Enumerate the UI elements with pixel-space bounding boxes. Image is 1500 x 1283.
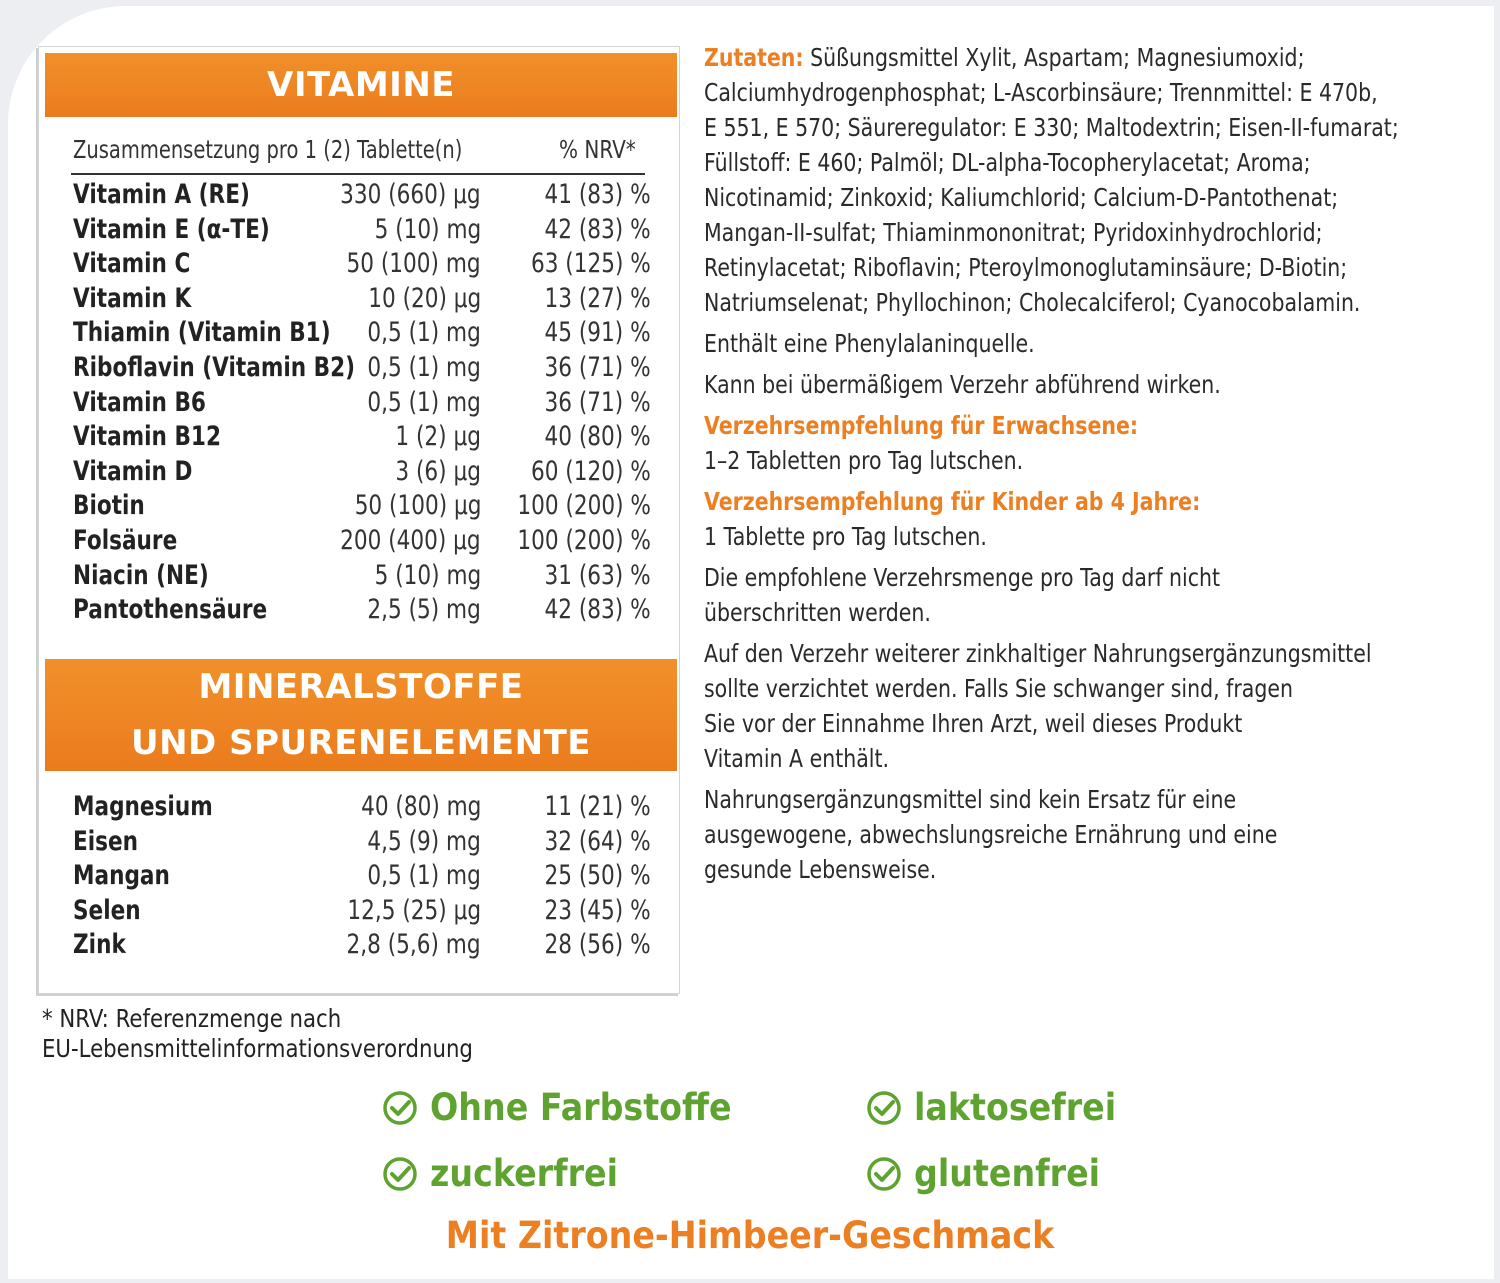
zinc-warning-line: Vitamin A enthält.: [704, 744, 890, 773]
nutrient-amount: 0,5 (1) mg: [367, 860, 481, 892]
nutrient-name: Selen: [73, 894, 141, 926]
check-circle-icon: [382, 1156, 418, 1192]
nutrient-amount: 5 (10) mg: [374, 213, 481, 245]
mineral-heading-line2: UND SPURENELEMENTE: [130, 723, 592, 763]
nutrient-name: Riboflavin (Vitamin B2): [73, 351, 355, 383]
table-row: [71, 387, 651, 422]
nutrient-name: Pantothensäure: [73, 594, 268, 626]
ingredients-label: Zutaten:: [704, 43, 804, 72]
table-row: [71, 179, 651, 214]
ingredients-line: Nicotinamid; Zinkoxid; Kaliumchlorid; Calcium-D-Pantothenat;: [704, 183, 1339, 212]
table-row: [71, 929, 651, 964]
table-row: [71, 826, 651, 861]
nutrient-nrv: 41 (83) %: [544, 179, 651, 210]
nutrient-nrv: 40 (80) %: [544, 421, 651, 453]
nutrient-nrv: 100 (200) %: [517, 524, 651, 556]
badge-label: Ohne Farbstoffe: [430, 1086, 732, 1129]
nutrient-amount: 200 (400) µg: [340, 524, 481, 556]
table-row: [71, 283, 651, 318]
nutrient-name: Niacin (NE): [73, 559, 209, 591]
check-circle-icon: [866, 1156, 902, 1192]
table-row: [71, 791, 651, 826]
check-circle-icon: [382, 1090, 418, 1126]
nutrient-name: Thiamin (Vitamin B1): [73, 317, 331, 349]
nutrient-amount: 50 (100) µg: [354, 490, 481, 522]
nutrient-amount: 10 (20) µg: [367, 282, 481, 314]
nutrient-name: Folsäure: [73, 524, 178, 556]
ingredients-line: Retinylacetat; Riboflavin; Pteroylmonoglutaminsäure; D-Biotin;: [704, 253, 1348, 282]
flavor-line: [0, 1214, 1500, 1257]
supplement-note-line: ausgewogene, abwechslungsreiche Ernährung und eine: [704, 820, 1278, 849]
ingredients-block: [704, 40, 1475, 320]
nutrient-amount: 0,5 (1) mg: [367, 386, 481, 418]
nutrient-nrv: 11 (21) %: [544, 791, 651, 822]
nutrient-nrv: 45 (91) %: [544, 317, 651, 349]
zinc-warning-line: Sie vor der Einnahme Ihren Arzt, weil dieses Produkt: [704, 709, 1243, 738]
table-row: [71, 560, 651, 595]
zinc-warning-line: Auf den Verzehr weiterer zinkhaltiger Nahrungsergänzungsmittel: [704, 639, 1372, 668]
nutrient-amount: 50 (100) mg: [346, 248, 481, 280]
badge-ohne-farbstoffe: [382, 1086, 765, 1129]
ingredients-line: Süßungsmittel Xylit, Aspartam; Magnesiumoxid;: [803, 43, 1305, 72]
zinc-warning: [704, 636, 1475, 776]
nutrient-name: Vitamin B12: [73, 421, 221, 453]
info-column: [704, 40, 1464, 893]
limit-note-line: Die empfohlene Verzehrsmenge pro Tag darf nicht: [704, 563, 1221, 592]
nutrient-name: Zink: [73, 929, 126, 961]
ingredients-line: Natriumselenat; Phyllochinon; Cholecalciferol; Cyanocobalamin.: [704, 288, 1361, 317]
nutrient-nrv: 23 (45) %: [544, 894, 651, 926]
mineral-table: [71, 791, 651, 964]
table-row: [71, 317, 651, 352]
nutrient-nrv: 42 (83) %: [544, 213, 651, 245]
supplement-note-line: Nahrungsergänzungsmittel sind kein Ersatz für eine: [704, 785, 1237, 814]
vitamine-heading: VITAMINE: [45, 53, 677, 117]
badge-label: laktosefrei: [914, 1086, 1117, 1129]
nutrient-nrv: 63 (125) %: [531, 248, 651, 280]
child-dosage-heading: Verzehrsempfehlung für Kinder ab 4 Jahre:: [704, 487, 1201, 516]
nutrient-name: Vitamin B6: [73, 386, 206, 418]
table-row: [71, 490, 651, 525]
ingredients-line: Füllstoff: E 460; Palmöl; DL-alpha-Tocopherylacetat; Aroma;: [704, 148, 1311, 177]
nutrient-nrv: 31 (63) %: [544, 559, 651, 591]
nutrient-name: Vitamin A (RE): [73, 179, 250, 210]
ingredients-line: E 551, E 570; Säureregulator: E 330; Maltodextrin; Eisen-II-fumarat;: [704, 113, 1399, 142]
nutrient-nrv: 42 (83) %: [544, 594, 651, 626]
table-row: [71, 525, 651, 560]
table-row: [71, 860, 651, 895]
nutrient-amount: 2,5 (5) mg: [367, 594, 481, 626]
table-row: [71, 421, 651, 456]
limit-note: [704, 560, 1475, 630]
nutrient-nrv: 32 (64) %: [544, 825, 651, 857]
badge-glutenfrei: [866, 1152, 1121, 1195]
nutrient-nrv: 28 (56) %: [544, 929, 651, 961]
check-circle-icon: [866, 1090, 902, 1126]
limit-note-line: überschritten werden.: [704, 598, 931, 627]
flavor-text: Mit Zitrone-Himbeer-Geschmack: [445, 1214, 1055, 1257]
phenylalanine-note: Enthält eine Phenylalaninquelle.: [704, 329, 1035, 358]
nutrient-amount: 40 (80) mg: [360, 791, 481, 822]
nutrient-name: Vitamin D: [73, 455, 193, 487]
nutrient-name: Magnesium: [73, 791, 213, 822]
nutrient-nrv: 100 (200) %: [517, 490, 651, 522]
table-row: [71, 594, 651, 629]
ingredients-line: Mangan-II-sulfat; Thiaminmononitrat; Pyridoxinhydrochlorid;: [704, 218, 1323, 247]
nutrient-amount: 0,5 (1) mg: [367, 351, 481, 383]
badge-label: zuckerfrei: [430, 1152, 619, 1195]
composition-header: Zusammensetzung pro 1 (2) Tablette(n): [73, 135, 463, 164]
table-row: [71, 248, 651, 283]
mineral-heading-line1: MINERALSTOFFE: [198, 667, 524, 707]
nutrient-amount: 0,5 (1) mg: [367, 317, 481, 349]
nutrient-name: Vitamin C: [73, 248, 191, 280]
child-dosage-text: 1 Tablette pro Tag lutschen.: [704, 522, 987, 551]
nutrient-amount: 5 (10) mg: [374, 559, 481, 591]
laxative-note: Kann bei übermäßigem Verzehr abführend wirken.: [704, 370, 1221, 399]
table-row: [71, 456, 651, 491]
nutrient-name: Vitamin K: [73, 282, 192, 314]
nutrient-amount: 2,8 (5,6) mg: [346, 929, 481, 961]
table-row: [71, 214, 651, 249]
nutrient-nrv: 25 (50) %: [544, 860, 651, 892]
nrv-footnote: [42, 1004, 552, 1064]
nutrient-amount: 12,5 (25) µg: [347, 894, 481, 926]
footnote-line2: EU-Lebensmittelinformationsverordnung: [42, 1034, 473, 1063]
mineral-heading: [45, 659, 677, 771]
nutrient-name: Eisen: [73, 825, 139, 857]
supplement-note-line: gesunde Lebensweise.: [704, 855, 937, 884]
nutrient-nrv: 36 (71) %: [544, 386, 651, 418]
supplement-note: [704, 782, 1475, 887]
ingredients-line: Calciumhydrogenphosphat; L-Ascorbinsäure; Trennmittel: E 470b,: [704, 78, 1378, 107]
footnote-line1: * NRV: Referenzmenge nach: [42, 1004, 342, 1033]
nutrient-amount: 3 (6) µg: [395, 455, 481, 487]
nutrient-amount: 1 (2) µg: [395, 421, 481, 453]
nutrient-name: Biotin: [73, 490, 145, 522]
zinc-warning-line: sollte verzichtet werden. Falls Sie schwanger sind, fragen: [704, 674, 1293, 703]
nutrient-nrv: 13 (27) %: [544, 282, 651, 314]
nutrient-name: Vitamin E (α-TE): [73, 213, 270, 245]
nutrient-nrv: 60 (120) %: [531, 455, 651, 487]
table-row: [71, 352, 651, 387]
badge-label: glutenfrei: [914, 1152, 1101, 1195]
nutrient-amount: 4,5 (9) mg: [367, 825, 481, 857]
vitamin-table: [71, 179, 651, 629]
nutrient-nrv: 36 (71) %: [544, 351, 651, 383]
adult-dosage-heading: Verzehrsempfehlung für Erwachsene:: [704, 411, 1139, 440]
badge-laktosefrei: [866, 1086, 1139, 1129]
table-row: [71, 895, 651, 930]
nutrition-panel: [38, 46, 680, 994]
nutrient-name: Mangan: [73, 860, 170, 892]
adult-dosage-text: 1–2 Tabletten pro Tag lutschen.: [704, 446, 1024, 475]
header-rule: [71, 173, 645, 175]
badge-zuckerfrei: [382, 1152, 639, 1195]
nutrient-amount: 330 (660) µg: [340, 179, 481, 210]
nrv-header: % NRV*: [559, 135, 636, 164]
